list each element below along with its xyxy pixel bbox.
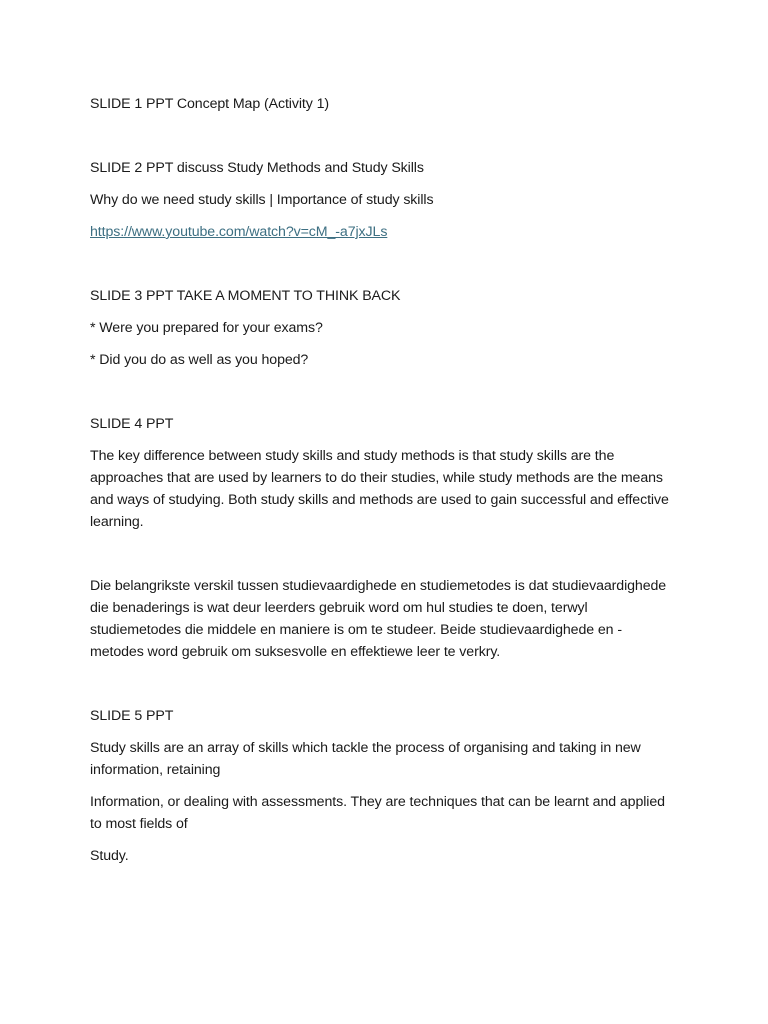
slide5-line-1: Study skills are an array of skills which tackle the process of organising and taking in new information, retaining [90,740,641,778]
slide1-heading: SLIDE 1 PPT Concept Map (Activity 1) [90,96,329,112]
slide3-bullet-1: * Were you prepared for your exams? [90,320,323,336]
slide5-line-2: Information, or dealing with assessments. They are techniques that can be learnt and applied to most fields of [90,794,665,832]
slide2-video-paragraph [90,221,670,243]
slide5-heading: SLIDE 5 PPT [90,708,174,724]
slide3-heading: SLIDE 3 PPT TAKE A MOMENT TO THINK BACK [90,288,401,304]
slide3-bullet-2: * Did you do as well as you hoped? [90,352,309,368]
slide2-heading: SLIDE 2 PPT discuss Study Methods and Study Skills [90,160,424,176]
slide2-subheading: Why do we need study skills | Importance of study skills [90,192,434,208]
document-body [90,93,670,867]
slide4-paragraph-afrikaans: Die belangrikste verskil tussen studievaardighede en studiemetodes is dat studievaardighede die benaderings is wat deur leerders gebruik word om hul studies te doen, terwyl studiemetodes die middele en maniere is om te studeer. Beide studievaardighede en -metodes word gebruik om suksesvolle en effektiewe leer te verkry. [90,578,667,660]
slide4-paragraph-english: The key difference between study skills and study methods is that study skills are the approaches that are used by learners to do their studies, while study methods are the means and ways of studying. Both study skills and methods are used to gain successful and effective learning. [90,448,669,530]
slide4-heading: SLIDE 4 PPT [90,416,174,432]
youtube-link[interactable]: https://www.youtube.com/watch?v=cM_-a7jxJLs [90,224,388,240]
slide5-line-3: Study. [90,848,129,864]
